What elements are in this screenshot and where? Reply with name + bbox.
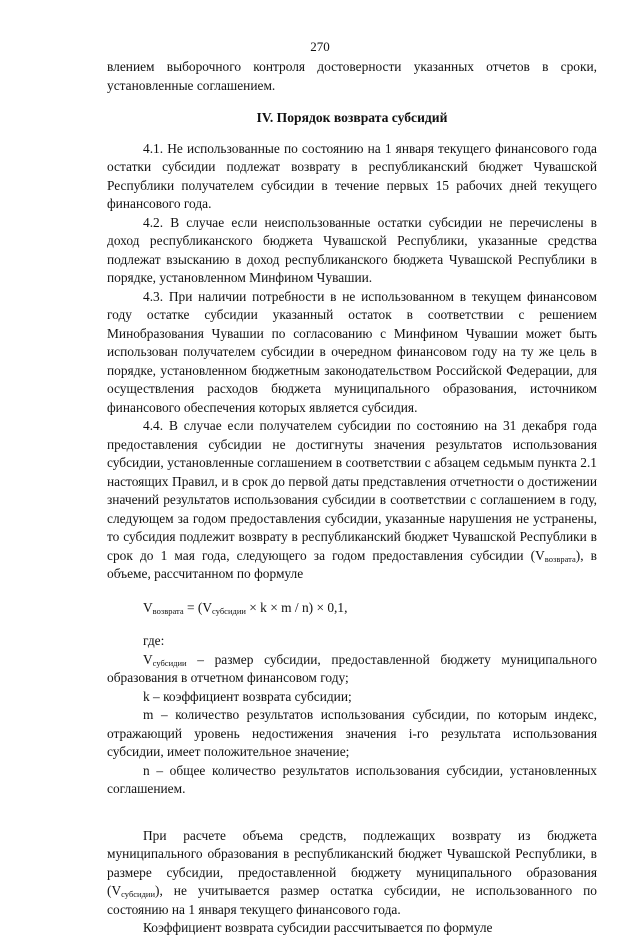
intro-paragraph: влением выборочного контроля достоверности указанных отчетов в сроки, установленные соглашением. [107,59,597,93]
definition-m: m – количество результатов использования субсидии, по которым индекс, отражающий уровень недостижения значения i-го результата использования субсидии, имеет положительное значение; [107,707,597,759]
definition-n: n – общее количество результатов использования субсидии, установленных соглашением. [107,762,597,796]
spacer [107,799,597,827]
paragraph-coefficient: Коэффициент возврата субсидии рассчитывается по формуле [143,920,493,935]
document-body [107,58,597,938]
definition-v: $V_{субсидии}$ – размер субсидии, предоставленной бюджету муниципального образования в отчетном финансовом году; [107,651,597,685]
where-label: где: [143,633,165,648]
return-formula: $V_{возврата} = (V_{субсидии} \times k \times m / n) \times 0,1$, [143,599,348,616]
paragraph-4-2: 4.2. В случае если неиспользованные остатки субсидии не перечислены в доход республиканского бюджета Чувашской Республики, указанные средства подлежат взысканию в доход республиканского бюджета Чувашской Республики в порядке, установленном Минфином Чувашии. [107,214,597,285]
definition-k: k – коэффициент возврата субсидии; [143,688,352,704]
paragraph-4-1: 4.1. Не использованные по состоянию на 1 января текущего финансового года остатки субсидии подлежат возврату в республиканский бюджет Чувашской Республики получателем субсидии в течение первых 15 рабочих дней текущего финансового года. [107,140,597,211]
section-title: IV. Порядок возврата субсидий [256,110,448,125]
paragraph-4-4: 4.4. В случае если получателем субсидии по состоянию на 31 декабря года предоставления субсидии не достигнуты значения результатов использования субсидии, установленные соглашением в соответствии с абзацем седьмым пункта 2.1 настоящих Правил, и в срок до первой даты представления отчетности о достижении значений результатов использования субсидии в соответствии с соглашением в году, следующем за годом предоставления субсидии, указанные нарушения не устранены, то субсидия подлежит возврату в республиканский бюджет Чувашской Республики в срок до 1 мая года, следующего за годом предоставления субсидии $(V_{возврата})$, в объеме, рассчитанном по формуле [107,418,597,581]
paragraph-4-3: 4.3. При наличии потребности в не использованном в текущем финансовом году остатке субсидии указанный остаток в соответствии с решением Минобразования Чувашии по согласованию с Минфином Чувашии может быть использован получателем субсидии в очередном финансовом году на ту же цель в порядке, установленном бюджетным законодательством Российской Федерации, для осуществления расходов бюджета муниципального образования, источником финансового обеспечения которых является субсидия. [107,288,597,415]
paragraph-calculation: При расчете объема средств, подлежащих возврату из бюджета муниципального образования в республиканский бюджет Чувашской Республики, в размере субсидии, предоставленной бюджету муниципального образования $(V_{субсидии})$, не учитывается размер остатка субсидии, не использованного по состоянию на 1 января текущего финансового года. [107,827,597,917]
page-number: 270 [310,39,330,54]
